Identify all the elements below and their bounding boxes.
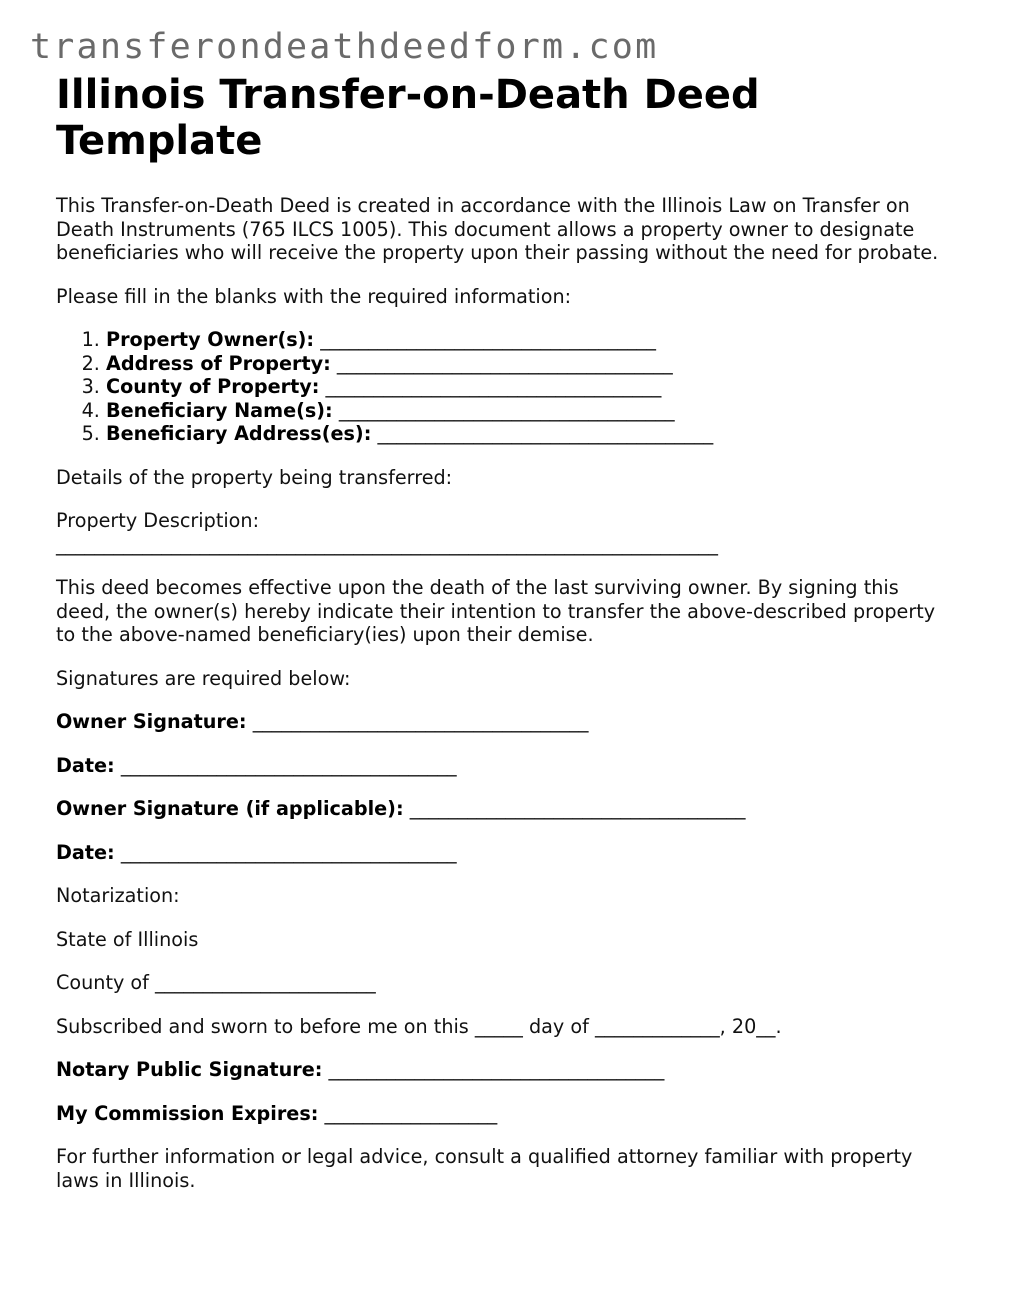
- field-blank: ___________________________________: [320, 328, 656, 351]
- owner-signature-blank: ___________________________________: [252, 710, 589, 733]
- field-label: County of Property:: [106, 375, 320, 398]
- details-heading: Details of the property being transferred:: [56, 465, 453, 489]
- site-watermark: transferondeathdeedform.com: [30, 27, 659, 67]
- field-blank: ___________________________________: [377, 422, 714, 445]
- second-date-label: Date:: [56, 840, 115, 864]
- effective-paragraph: This deed becomes effective upon the death of the last surviving owner. By signing this deed, the owner(s) hereby indicate their intention to transfer the above-described property to the above-named beneficiary(ies) upon their demise.: [56, 576, 936, 646]
- date-label: Date:: [56, 753, 115, 777]
- second-date-line: [56, 841, 956, 865]
- commission-expires-blank: __________________: [324, 1101, 498, 1125]
- list-item-property-owner: [106, 328, 956, 352]
- property-description-blank: _____________________________________________________________________: [56, 532, 718, 556]
- owner-signature-label: Owner Signature:: [56, 710, 247, 733]
- field-label: Address of Property:: [106, 351, 331, 375]
- date-blank: ___________________________________: [120, 753, 457, 777]
- list-item-beneficiary-name: [106, 399, 956, 423]
- notary-signature-line: [56, 1058, 956, 1082]
- field-label: Property Owner(s):: [106, 328, 315, 351]
- second-owner-signature-label: Owner Signature (if applicable):: [56, 797, 404, 820]
- field-blank: ___________________________________: [338, 398, 675, 422]
- second-date-blank: ___________________________________: [120, 840, 457, 864]
- sworn-line: Subscribed and sworn to before me on this _____ day of _____________, 20__.: [56, 1014, 782, 1038]
- notarization-heading: Notarization:: [56, 884, 180, 907]
- intro-paragraph: This Transfer-on-Death Deed is created in accordance with the Illinois Law on Transfer on Death Instruments (765 ILCS 1005). This document allows a property owner to designate beneficiaries who will receive the property upon their passing without the need for probate.: [56, 194, 939, 264]
- list-item-beneficiary-address: [106, 422, 956, 446]
- state-line: State of Illinois: [56, 927, 199, 951]
- date-line: [56, 754, 956, 778]
- county-line: County of _______________________: [56, 971, 376, 994]
- list-item-property-address: [106, 352, 956, 376]
- second-owner-signature-line: [56, 797, 956, 821]
- required-fields-list: [56, 328, 956, 446]
- fill-instruction: Please fill in the blanks with the required information:: [56, 284, 572, 308]
- signatures-heading: Signatures are required below:: [56, 666, 351, 690]
- commission-expires-line: [56, 1102, 956, 1126]
- second-owner-signature-blank: ___________________________________: [409, 797, 746, 820]
- field-label: Beneficiary Address(es):: [106, 422, 372, 445]
- footer-note: For further information or legal advice, consult a qualified attorney familiar with property laws in Illinois.: [56, 1145, 913, 1192]
- list-item-property-county: [106, 375, 956, 399]
- field-label: Beneficiary Name(s):: [106, 398, 333, 422]
- commission-expires-label: My Commission Expires:: [56, 1101, 319, 1125]
- notary-signature-blank: ___________________________________: [328, 1058, 665, 1081]
- owner-signature-line: [56, 710, 956, 734]
- field-blank: ___________________________________: [325, 375, 662, 398]
- property-description: [56, 509, 956, 556]
- document-title: Illinois Transfer-on-Death Deed Template: [56, 72, 760, 164]
- notary-signature-label: Notary Public Signature:: [56, 1058, 323, 1081]
- document-body: [56, 72, 956, 1192]
- field-blank: ___________________________________: [336, 351, 673, 375]
- property-description-label: Property Description:: [56, 509, 260, 532]
